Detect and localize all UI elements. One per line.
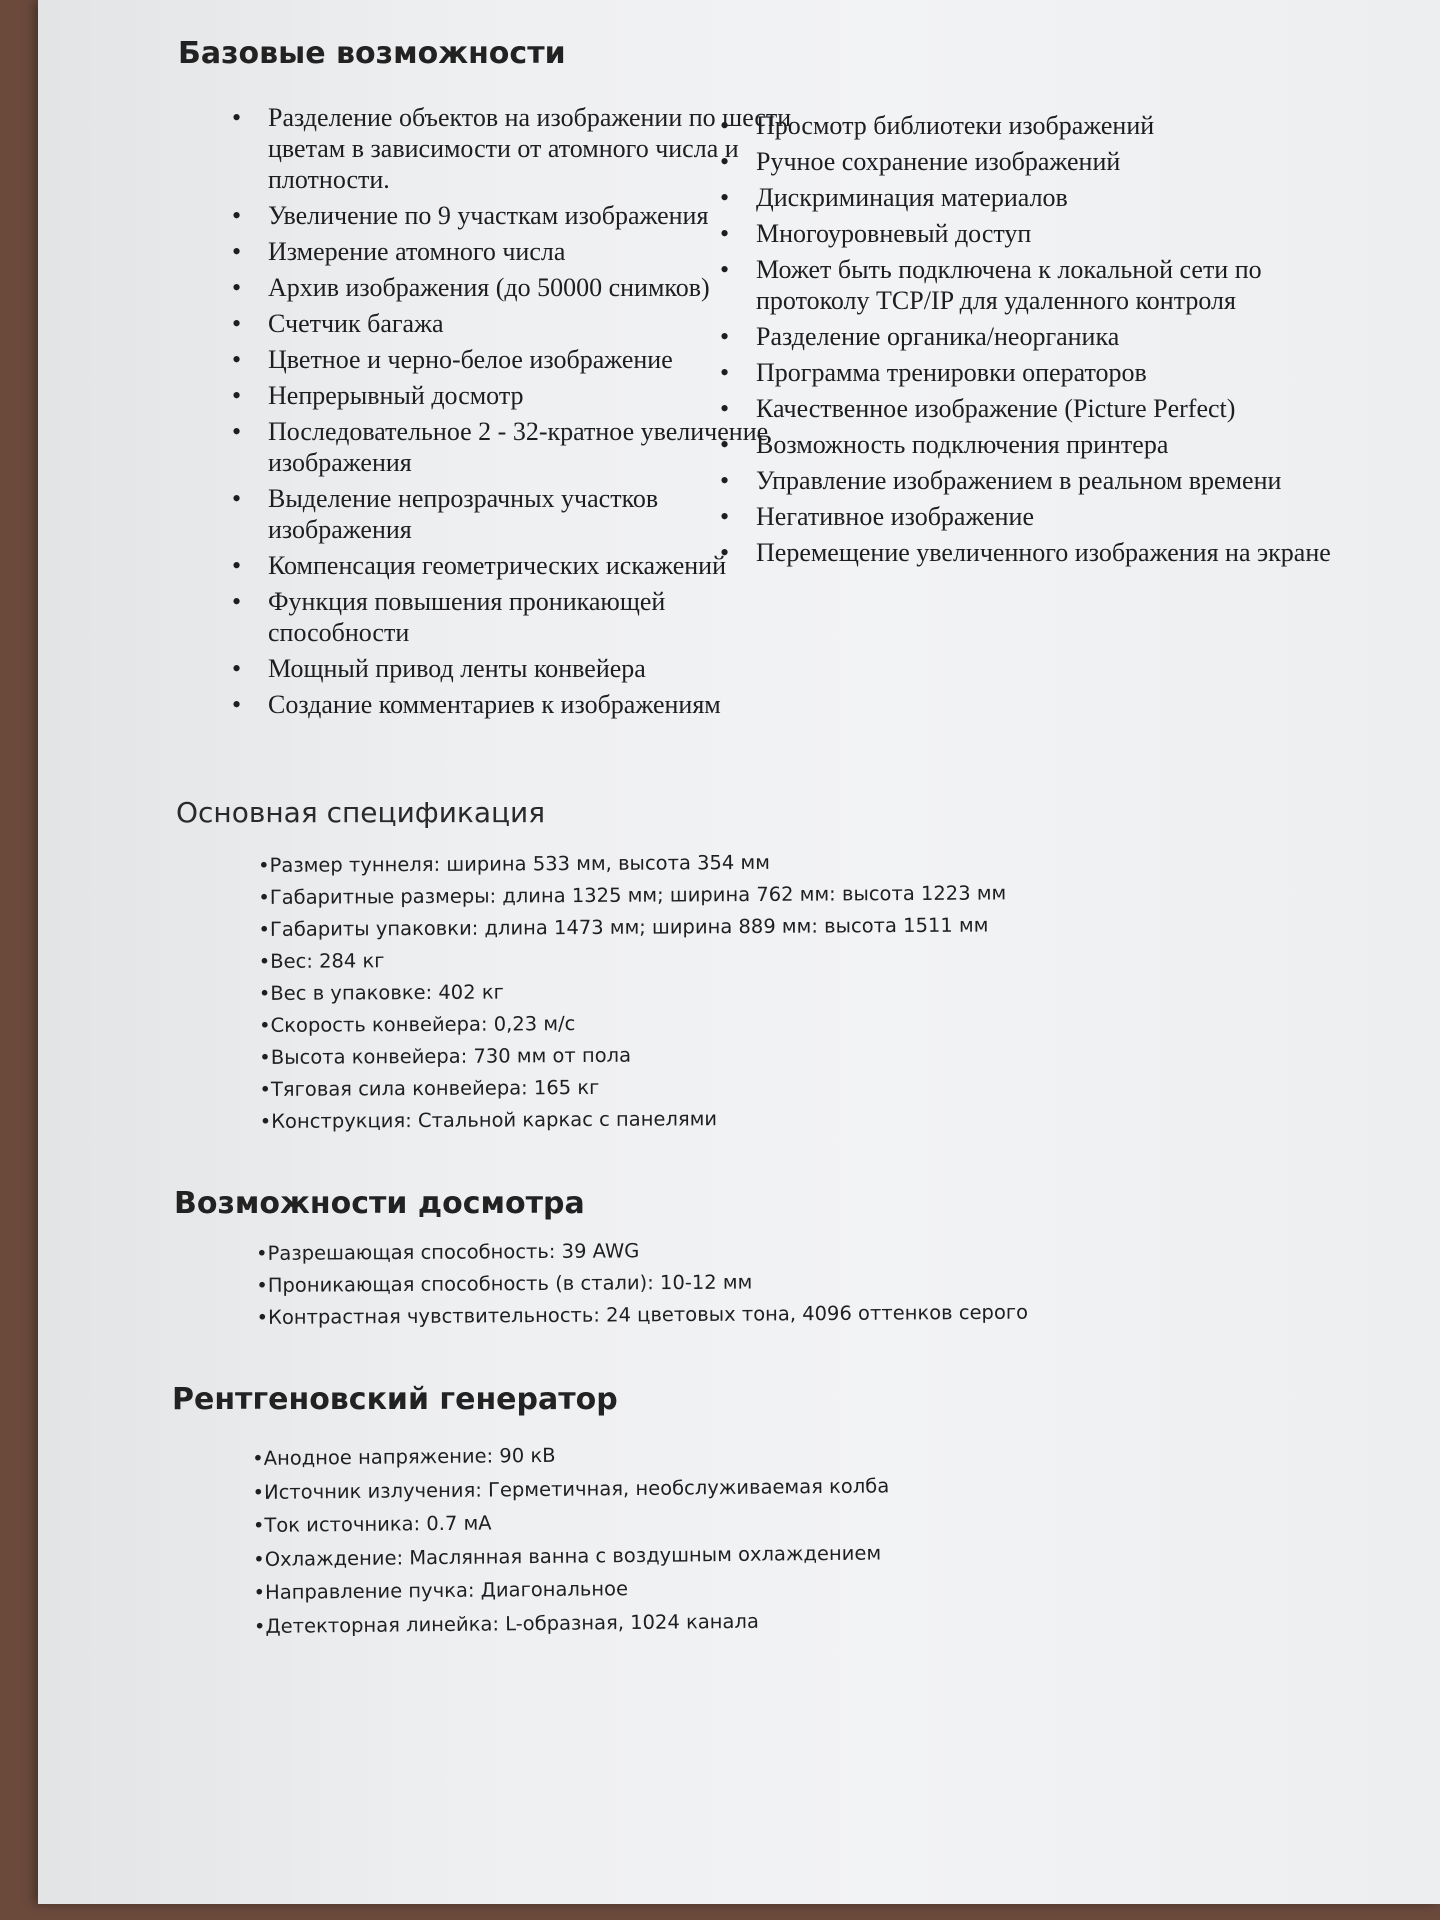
list-item: • Разделение органика/неорганика	[720, 321, 1360, 352]
list-item: • Негативное изображение	[720, 501, 1360, 532]
spec-item: • Разрешающая способность: 39 AWG	[256, 1233, 1028, 1270]
spec-item: • Детекторная линейка: L-образная, 1024 канала	[254, 1603, 891, 1643]
list-item: • Компенсация геометрических искажений	[232, 550, 792, 581]
list-item: • Возможность подключения принтера	[720, 429, 1360, 460]
spec-item: • Тяговая сила конвейера: 165 кг	[259, 1069, 1007, 1106]
xray-generator-list	[252, 1435, 891, 1643]
list-item: • Качественное изображение (Picture Perfect)	[720, 393, 1360, 424]
list-item: • Счетчик багажа	[232, 308, 792, 339]
list-item: • Цветное и черно-белое изображение	[232, 344, 792, 375]
list-item: • Просмотр библиотеки изображений	[720, 110, 1360, 141]
list-item: • Мощный привод ленты конвейера	[232, 653, 792, 684]
spec-item: • Размер туннеля: ширина 533 мм, высота 354 мм	[258, 845, 1006, 882]
spec-item: • Высота конвейера: 730 мм от пола	[259, 1037, 1007, 1074]
spec-item: • Охлаждение: Маслянная ванна с воздушным охлаждением	[253, 1536, 890, 1576]
spec-item: • Скорость конвейера: 0,23 м/с	[259, 1005, 1007, 1042]
list-item: • Программа тренировки операторов	[720, 357, 1360, 388]
section-title-basic-features: Базовые возможности	[178, 36, 566, 71]
inspection-list	[256, 1233, 1028, 1334]
list-item: • Создание комментариев к изображениям	[232, 689, 792, 720]
list-item: • Увеличение по 9 участкам изображения	[232, 200, 792, 231]
spec-item: • Проникающая способность (в стали): 10-12 мм	[256, 1265, 1028, 1302]
list-item: • Управление изображением в реальном времени	[720, 465, 1360, 496]
spec-item: • Контрастная чувствительность: 24 цветовых тона, 4096 оттенков серого	[256, 1297, 1028, 1334]
list-item: • Непрерывный досмотр	[232, 380, 792, 411]
list-item: • Выделение непрозрачных участков изображения	[232, 483, 792, 545]
basic-features-right-list	[720, 110, 1360, 573]
section-title-xray-generator: Рентгеновский генератор	[172, 1382, 618, 1417]
spec-item: • Направление пучка: Диагональное	[253, 1569, 890, 1609]
list-item: • Дискриминация материалов	[720, 182, 1360, 213]
document-page	[38, 0, 1440, 1904]
basic-features-left-list	[232, 102, 792, 725]
spec-item: • Габариты упаковки: длина 1473 мм; ширина 889 мм: высота 1511 мм	[258, 909, 1006, 946]
list-item: • Может быть подключена к локальной сети по протоколу TCP/IP для удаленного контроля	[720, 254, 1360, 316]
spec-item: • Ток источника: 0.7 мА	[253, 1502, 890, 1542]
list-item: • Перемещение увеличенного изображения на экране	[720, 537, 1360, 568]
list-item: • Многоуровневый доступ	[720, 218, 1360, 249]
section-title-inspection: Возможности досмотра	[174, 1186, 585, 1221]
main-spec-list	[258, 845, 1008, 1138]
spec-item: • Анодное напряжение: 90 кВ	[252, 1435, 889, 1475]
spec-item: • Источник излучения: Герметичная, необслуживаемая колба	[252, 1469, 889, 1509]
list-item: • Функция повышения проникающей способности	[232, 586, 792, 648]
list-item: • Ручное сохранение изображений	[720, 146, 1360, 177]
spec-item: • Вес: 284 кг	[259, 941, 1007, 978]
list-item: • Разделение объектов на изображении по шести цветам в зависимости от атомного числа и плотности.	[232, 102, 792, 195]
spec-item: • Конструкция: Стальной каркас с панелями	[260, 1101, 1008, 1138]
list-item: • Последовательное 2 - 32-кратное увеличение изображения	[232, 416, 792, 478]
section-title-main-spec: Основная спецификация	[176, 796, 546, 829]
spec-item: • Вес в упаковке: 402 кг	[259, 973, 1007, 1010]
list-item: • Измерение атомного числа	[232, 236, 792, 267]
spec-item: • Габаритные размеры: длина 1325 мм; ширина 762 мм: высота 1223 мм	[258, 877, 1006, 914]
list-item: • Архив изображения (до 50000 снимков)	[232, 272, 792, 303]
